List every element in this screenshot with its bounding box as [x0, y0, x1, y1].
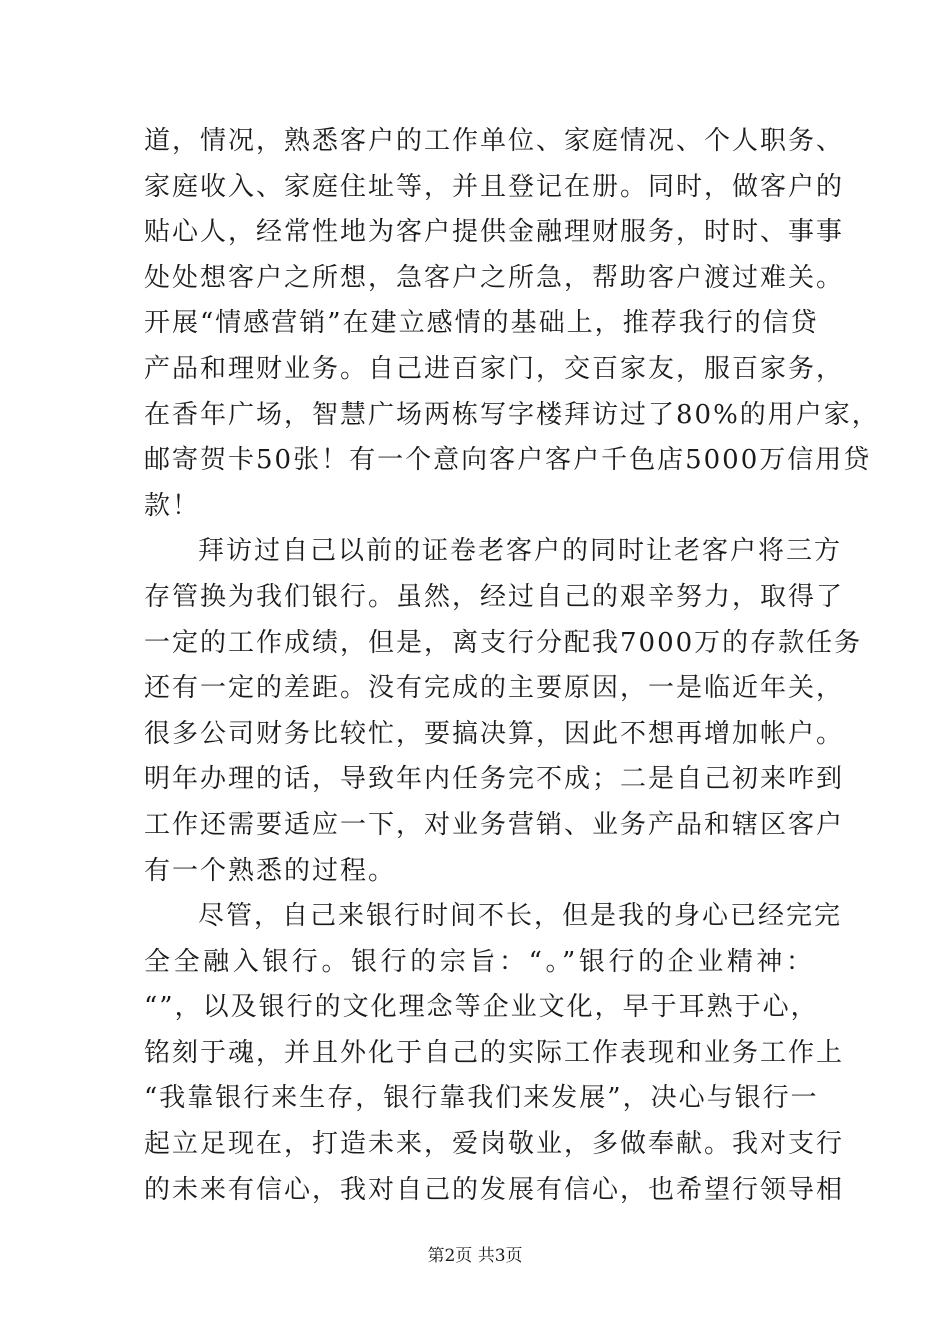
text-line: 开展“情感营销”在建立感情的基础上，推荐我行的信贷: [144, 308, 819, 339]
text-line: 家庭收入、家庭住址等，并且登记在册。同时，做客户的: [144, 171, 845, 202]
text-line: 邮寄贺卡50张！有一个意向客户客户千色店5000万信用贷: [144, 445, 872, 476]
text-line: 处处想客户之所想，急客户之所急，帮助客户渡过难关。: [144, 262, 845, 293]
page-footer: [0, 1241, 950, 1266]
text-line: 存管换为我们银行。虽然，经过自己的艰辛努力，取得了: [144, 581, 845, 612]
text-line: 全全融入银行。银行的宗旨：“。”银行的企业精神：: [144, 946, 814, 977]
text-line: 款！: [144, 490, 201, 521]
text-line: 在香年广场，智慧广场两栋写字楼拜访过了80%的用户家，: [144, 399, 880, 430]
text-line: 很多公司财务比较忙，要搞决算，因此不想再增加帐户。: [144, 718, 845, 749]
text-line: 还有一定的差距。没有完成的主要原因，一是临近年关，: [144, 673, 845, 704]
text-line: 的未来有信心，我对自己的发展有信心，也希望行领导相: [144, 1174, 845, 1205]
text-line: 贴心人，经常性地为客户提供金融理财服务，时时、事事: [144, 217, 845, 248]
text-line: 铭刻于魂，并且外化于自己的实际工作表现和业务工作上: [144, 1037, 845, 1068]
text-line: 工作还需要适应一下，对业务营销、业务产品和辖区客户: [144, 809, 845, 840]
text-line: “我靠银行来生存，银行靠我们来发展”，决心与银行一: [144, 1083, 819, 1114]
text-line: 起立足现在，打造未来，爱岗敬业，多做奉献。我对支行: [144, 1129, 845, 1160]
text-line: 产品和理财业务。自己进百家门，交百家友，服百家务，: [144, 353, 845, 384]
text-line: 道，情况，熟悉客户的工作单位、家庭情况、个人职务、: [144, 126, 845, 156]
paragraph-start-line: 尽管，自己来银行时间不长，但是我的身心已经完完: [198, 901, 843, 932]
text-line: 有一个熟悉的过程。: [144, 855, 397, 886]
text-line: “”，以及银行的文化理念等企业文化，早于耳熟于心，: [144, 992, 819, 1023]
text-line: 明年办理的话，导致年内任务完不成；二是自己初来咋到: [144, 764, 845, 795]
page-number: 第2页 共3页: [427, 1246, 523, 1266]
paragraph-start-line: 拜访过自己以前的证卷老客户的同时让老客户将三方: [198, 536, 843, 567]
document-body: [144, 119, 880, 1213]
text-line: 一定的工作成绩，但是，离支行分配我7000万的存款任务: [144, 627, 863, 658]
